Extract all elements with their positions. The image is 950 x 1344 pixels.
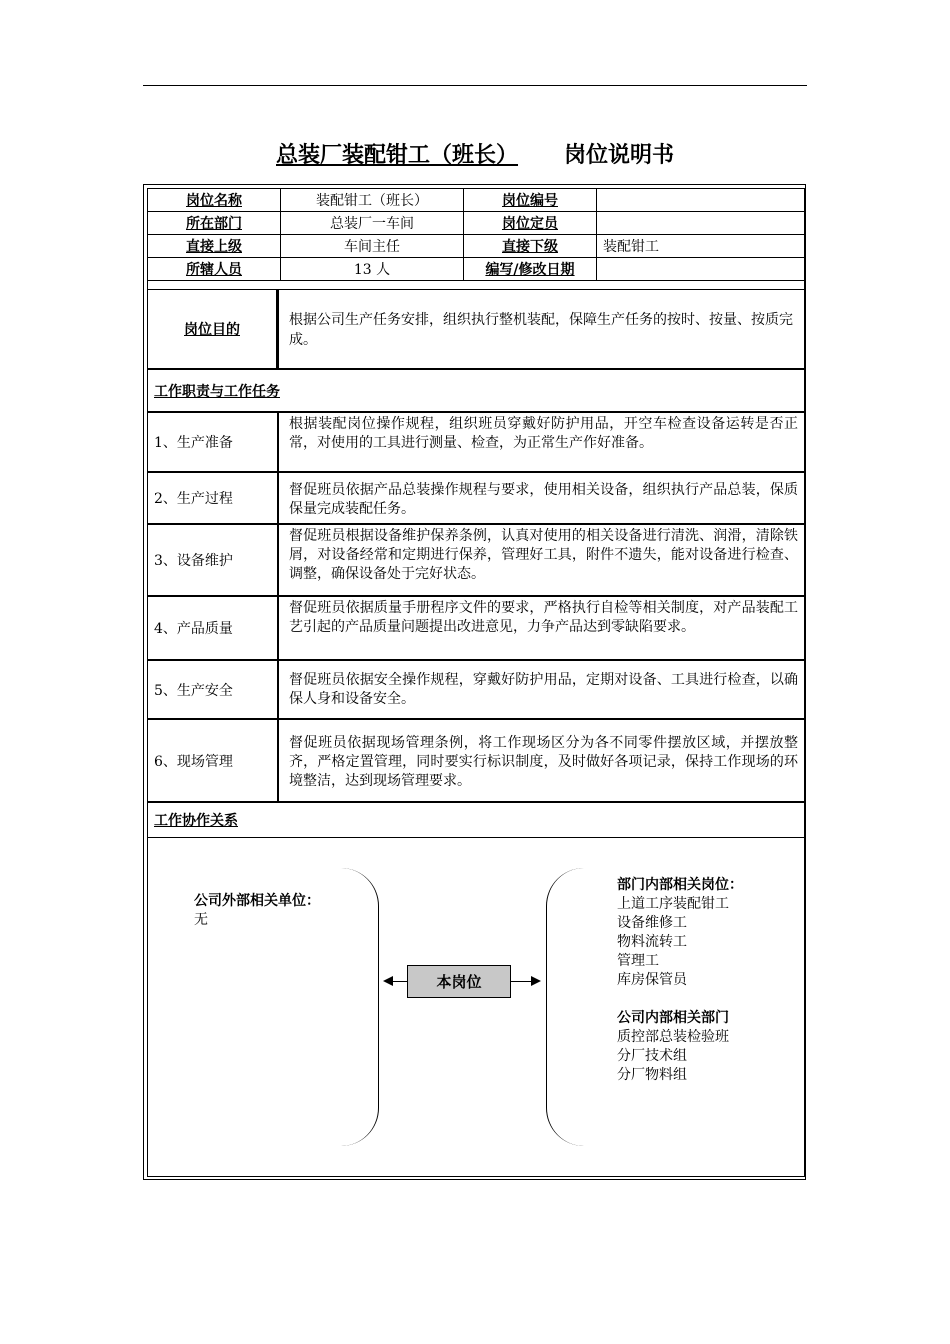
value-staff: 13 人 — [281, 258, 464, 281]
value-position-name: 装配钳工（班长） — [281, 189, 464, 212]
duty-text: 根据装配岗位操作规程，组织班员穿戴好防护用品，开空车检查设备运转是否正常，对使用的工具进行测量、检查，为正常生产作好准备。 — [278, 412, 805, 472]
list-item: 设备维修工 — [617, 915, 687, 931]
value-superior: 车间主任 — [281, 235, 464, 258]
table-row — [148, 258, 805, 281]
duty-text: 督促班员依据产品总装操作规程与要求，使用相关设备，组织执行产品总装，保质保量完成装配任务。 — [278, 472, 805, 524]
right-arrowhead-icon — [531, 976, 541, 986]
list-item: 无 — [194, 912, 208, 928]
duty-text: 督促班员根据设备维护保养条例，认真对使用的相关设备进行清洗、润滑，清除铁屑，对设备经常和定期进行保养，管理好工具，附件不遗失，能对设备进行检查、调整，确保设备处于完好状态。 — [278, 524, 805, 596]
label-superior: 直接上级 — [148, 235, 281, 258]
title-main: 总装厂装配钳工（班长） — [276, 143, 519, 168]
value-position-code — [597, 189, 805, 212]
internal-relations — [617, 876, 743, 1085]
value-edit-date — [597, 258, 805, 281]
label-position-code: 岗位编号 — [464, 189, 597, 212]
internal-depts-title: 公司内部相关部门 — [617, 1010, 729, 1026]
list-item: 上道工序装配钳工 — [617, 896, 729, 912]
duty-name: 2、生产过程 — [147, 472, 278, 524]
purpose-label: 岗位目的 — [184, 322, 240, 338]
duty-name: 1、生产准备 — [147, 412, 278, 472]
duty-name: 6、现场管理 — [147, 719, 278, 802]
value-headcount — [597, 212, 805, 235]
label-edit-date: 编写/修改日期 — [464, 258, 597, 281]
duty-name: 3、设备维护 — [147, 524, 278, 596]
label-subordinate: 直接下级 — [464, 235, 597, 258]
left-bracket — [340, 868, 379, 1146]
list-item: 物料流转工 — [617, 934, 687, 950]
label-headcount: 岗位定员 — [464, 212, 597, 235]
duty-text: 督促班员依据安全操作规程，穿戴好防护用品，定期对设备、工具进行检查，以确保人身和设备安全。 — [278, 660, 805, 719]
table-row — [148, 212, 805, 235]
duty-text: 督促班员依据现场管理条例，将工作现场区分为各不同零件摆放区域，并摆放整齐，严格定置管理，同时要实行标识制度，及时做好各项记录，保持工作现场的环境整洁，达到现场管理要求。 — [278, 719, 805, 802]
top-rule — [143, 85, 807, 86]
duty-text: 督促班员依据质量手册程序文件的要求，严格执行自检等相关制度，对产品装配工艺引起的产品质量问题提出改进意见，力争产品达到零缺陷要求。 — [278, 596, 805, 660]
duties-heading: 工作职责与工作任务 — [147, 369, 805, 412]
right-arrow-line — [511, 981, 533, 982]
label-department: 所在部门 — [148, 212, 281, 235]
value-department: 总装厂一车间 — [281, 212, 464, 235]
duty-name: 5、生产安全 — [147, 660, 278, 719]
left-arrowhead-icon — [383, 976, 393, 986]
page-title — [143, 138, 807, 169]
label-position-name: 岗位名称 — [148, 189, 281, 212]
purpose-text-cell — [278, 289, 805, 369]
table-row — [148, 235, 805, 258]
collab-heading: 工作协作关系 — [147, 802, 805, 838]
right-bracket — [546, 868, 585, 1146]
duty-name: 4、产品质量 — [147, 596, 278, 660]
internal-posts-title: 部门内部相关岗位： — [617, 877, 743, 893]
list-item: 分厂物料组 — [617, 1067, 687, 1083]
left-arrow-line — [391, 981, 407, 982]
header-table — [147, 188, 805, 281]
purpose-label-cell — [147, 289, 278, 369]
spacer — [617, 990, 743, 1009]
title-suffix: 岗位说明书 — [563, 143, 674, 168]
list-item: 管理工 — [617, 953, 659, 969]
external-title: 公司外部相关单位： — [194, 893, 320, 909]
external-units — [194, 892, 320, 930]
value-subordinate: 装配钳工 — [597, 235, 805, 258]
purpose-text: 根据公司生产任务安排，组织执行整机装配，保障生产任务的按时、按量、按质完成。 — [289, 312, 793, 348]
list-item: 库房保管员 — [617, 972, 687, 988]
this-position-box: 本岗位 — [407, 965, 511, 998]
list-item: 质控部总装检验班 — [617, 1029, 729, 1045]
label-staff: 所辖人员 — [148, 258, 281, 281]
list-item: 分厂技术组 — [617, 1048, 687, 1064]
table-row — [148, 189, 805, 212]
